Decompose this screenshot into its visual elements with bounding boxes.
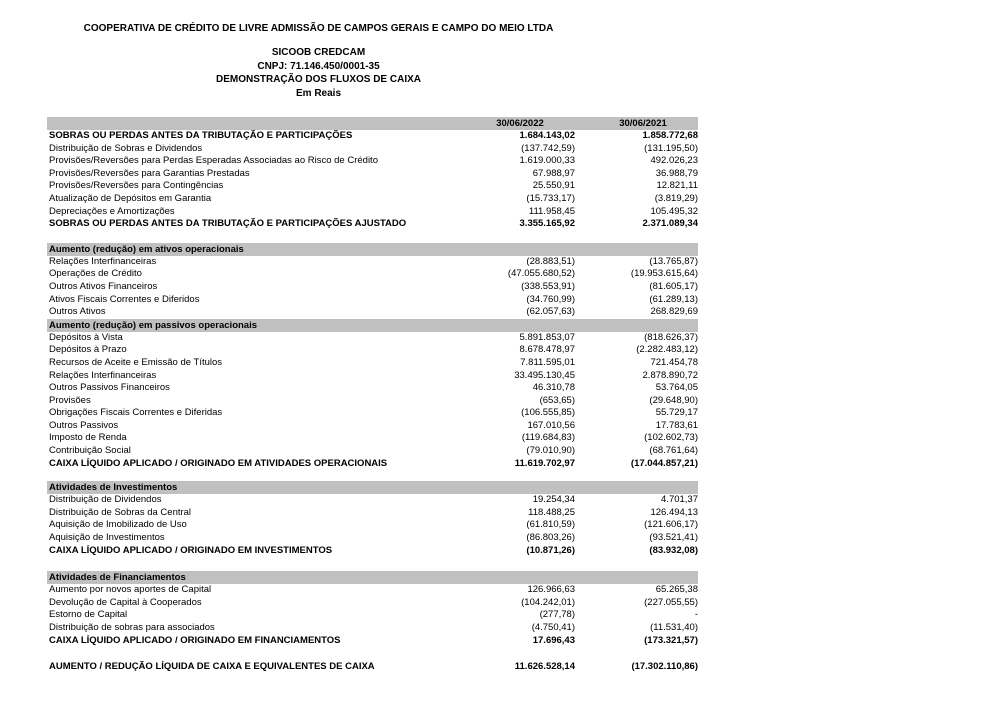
row-value-2022: 67.988,97 bbox=[532, 167, 575, 179]
row-value-2022: (277,78) bbox=[539, 609, 575, 621]
row-value-2022: (34.760,99) bbox=[526, 293, 575, 305]
row-value-2022: 126.966,63 bbox=[527, 584, 575, 596]
row-label: Operações de Crédito bbox=[49, 268, 142, 280]
row-label: Ativos Fiscais Correntes e Diferidos bbox=[49, 293, 200, 305]
row-value-2021: 53.764,05 bbox=[655, 382, 698, 394]
cashflow-table bbox=[47, 117, 698, 674]
row-label: Depreciações e Amortizações bbox=[49, 205, 175, 217]
row-label: AUMENTO / REDUÇÃO LÍQUIDA DE CAIXA E EQUIVALENTES DE CAIXA bbox=[49, 661, 375, 673]
table-row bbox=[47, 332, 698, 345]
table-row bbox=[47, 661, 698, 674]
row-label: CAIXA LÍQUIDO APLICADO / ORIGINADO EM ATIVIDADES OPERACIONAIS bbox=[49, 457, 388, 469]
row-value-2022: (119.684,83) bbox=[521, 432, 575, 444]
table-row bbox=[47, 458, 698, 471]
row-value-2021: 17.783,61 bbox=[655, 419, 698, 431]
row-value-2022: (10.871,26) bbox=[526, 544, 575, 556]
table-row bbox=[47, 407, 698, 420]
row-value-2022: (62.057,63) bbox=[526, 306, 575, 318]
row-value-2021: - bbox=[694, 609, 698, 621]
table-row bbox=[47, 306, 698, 319]
table-body bbox=[47, 130, 698, 674]
row-label: Distribuição de Dividendos bbox=[49, 494, 162, 506]
row-label: Depósitos à Prazo bbox=[49, 344, 127, 356]
row-value-2021: 268.829,69 bbox=[650, 306, 698, 318]
row-label: Contribuição Social bbox=[49, 445, 131, 457]
row-label: Depósitos à Vista bbox=[49, 331, 123, 343]
row-label: Atualização de Depósitos em Garantia bbox=[49, 192, 212, 204]
row-value-2021: (19.953.615,64) bbox=[630, 268, 698, 280]
table-row bbox=[47, 143, 698, 156]
row-value-2021: (61.289,13) bbox=[649, 293, 698, 305]
row-label: Recursos de Aceite e Emissão de Títulos bbox=[49, 356, 223, 368]
table-row bbox=[47, 294, 698, 307]
table-row bbox=[47, 130, 698, 143]
row-value-2021: (121.606,17) bbox=[644, 519, 698, 531]
row-value-2022: (106.555,85) bbox=[521, 407, 575, 419]
row-value-2022: (15.733,17) bbox=[526, 192, 575, 204]
column-header-spacer bbox=[47, 117, 465, 130]
trade-name: SICOOB CREDCAM bbox=[271, 47, 366, 59]
row-value-2022: (61.810,59) bbox=[526, 519, 575, 531]
row-label: Provisões bbox=[49, 394, 91, 406]
row-value-2021: (17.302.110,86) bbox=[631, 661, 698, 673]
row-value-2021: (83.932,08) bbox=[649, 544, 698, 556]
table-row bbox=[47, 635, 698, 648]
row-value-2021: (81.605,17) bbox=[649, 280, 698, 292]
row-value-2021: 105.495,32 bbox=[650, 205, 698, 217]
row-value-2021: (93.521,41) bbox=[649, 532, 698, 544]
row-label: Provisões/Reversões para Contingências bbox=[49, 180, 224, 192]
statement-title: DEMONSTRAÇÃO DOS FLUXOS DE CAIXA bbox=[215, 74, 421, 86]
row-value-2022: 7.811.595,01 bbox=[520, 356, 575, 368]
row-label: Outros Ativos Financeiros bbox=[49, 280, 158, 292]
row-value-2022: (653,65) bbox=[539, 394, 575, 406]
row-value-2021: (13.765,87) bbox=[649, 255, 698, 267]
row-value-2022: 118.488,25 bbox=[528, 506, 575, 518]
document-header bbox=[5, 22, 632, 100]
table-row bbox=[47, 420, 698, 433]
row-value-2021: (173.321,57) bbox=[644, 634, 698, 646]
row-value-2021: 721.454,78 bbox=[650, 356, 698, 368]
row-value-2021: 36.988,79 bbox=[655, 167, 698, 179]
row-value-2022: (104.242,01) bbox=[521, 596, 575, 608]
row-label: Provisões/Reversões para Garantias Prestadas bbox=[49, 167, 250, 179]
row-value-2021: (29.648,90) bbox=[649, 394, 698, 406]
row-value-2022: 17.696,43 bbox=[532, 634, 575, 646]
row-value-2022: 1.684.143,02 bbox=[519, 130, 575, 141]
table-row bbox=[47, 344, 698, 357]
row-label: Relações Interfinanceiras bbox=[49, 255, 157, 267]
company-name: COOPERATIVA DE CRÉDITO DE LIVRE ADMISSÃO DE CAMPOS GERAIS E CAMPO DO MEIO LTDA bbox=[83, 23, 554, 34]
table-row bbox=[47, 168, 698, 181]
row-value-2021: (227.055,55) bbox=[644, 596, 698, 608]
row-label: Aquisição de Investimentos bbox=[49, 532, 165, 544]
table-row bbox=[47, 281, 698, 294]
row-value-2021: 12.821,11 bbox=[656, 180, 698, 192]
row-label: Estorno de Capital bbox=[49, 609, 128, 621]
row-value-2021: (102.602,73) bbox=[644, 432, 698, 444]
cnpj: CNPJ: 71.146.450/0001-35 bbox=[257, 60, 380, 72]
row-value-2022: (28.883,51) bbox=[526, 255, 575, 267]
row-value-2022: 11.626.528,14 bbox=[514, 661, 575, 673]
row-value-2021: (131.195,50) bbox=[644, 142, 698, 154]
table-row bbox=[47, 584, 698, 597]
table-row bbox=[47, 609, 698, 622]
row-value-2022: 167.010,56 bbox=[527, 419, 575, 431]
row-value-2022: 46.310,78 bbox=[532, 382, 575, 394]
row-label: Obrigações Fiscais Correntes e Diferidas bbox=[49, 407, 223, 419]
row-value-2022: (4.750,41) bbox=[531, 622, 575, 633]
row-label: Provisões/Reversões para Perdas Esperadas Associadas ao Risco de Crédito bbox=[49, 155, 378, 167]
table-row bbox=[47, 622, 698, 635]
table-row bbox=[47, 357, 698, 370]
row-value-2021: (17.044.857,21) bbox=[630, 457, 698, 469]
table-row bbox=[47, 545, 698, 558]
currency-note: Em Reais bbox=[295, 87, 342, 99]
table-row bbox=[47, 382, 698, 395]
column-header-row bbox=[47, 117, 698, 130]
row-label: SOBRAS OU PERDAS ANTES DA TRIBUTAÇÃO E PARTICIPAÇÕES AJUSTADO bbox=[49, 218, 407, 230]
table-row bbox=[47, 532, 698, 545]
section-header: Atividades de Financiamentos bbox=[47, 571, 698, 584]
row-label: Distribuição de Sobras e Dividendos bbox=[49, 142, 203, 154]
row-value-2022: 11.619.702,97 bbox=[514, 457, 575, 469]
table-row bbox=[47, 268, 698, 281]
row-value-2022: 1.619.000,33 bbox=[519, 155, 575, 167]
row-value-2021: (3.819,29) bbox=[654, 192, 698, 204]
table-row bbox=[47, 206, 698, 219]
table-row bbox=[47, 155, 698, 168]
row-label: Aquisição de Imobilizado de Uso bbox=[49, 519, 187, 531]
row-value-2022: (137.742,59) bbox=[521, 142, 575, 154]
row-label: CAIXA LÍQUIDO APLICADO / ORIGINADO EM FINANCIAMENTOS bbox=[49, 634, 341, 646]
row-value-2022: (338.553,91) bbox=[521, 280, 575, 292]
row-value-2022: 8.678.478,97 bbox=[519, 344, 575, 356]
row-value-2022: (86.803,26) bbox=[526, 532, 575, 544]
table-row bbox=[47, 445, 698, 458]
column-header-2021: 30/06/2021 bbox=[619, 118, 667, 129]
table-row bbox=[47, 519, 698, 532]
row-label: Aumento por novos aportes de Capital bbox=[49, 584, 212, 596]
table-row bbox=[47, 507, 698, 520]
row-label: Distribuição de sobras para associados bbox=[49, 622, 215, 633]
row-value-2022: (47.055.680,52) bbox=[507, 268, 575, 280]
row-value-2022: 111.958,45 bbox=[528, 205, 575, 217]
row-label: SOBRAS OU PERDAS ANTES DA TRIBUTAÇÃO E PARTICIPAÇÕES bbox=[49, 130, 353, 141]
section-header: Aumento (redução) em passivos operacionais bbox=[47, 319, 698, 332]
row-value-2021: 2.371.089,34 bbox=[642, 218, 698, 230]
row-label: Imposto de Renda bbox=[49, 432, 127, 444]
section-header: Atividades de Investimentos bbox=[47, 481, 698, 494]
row-value-2021: 126.494,13 bbox=[650, 506, 698, 518]
row-value-2021: (68.761,64) bbox=[649, 445, 698, 457]
row-label: CAIXA LÍQUIDO APLICADO / ORIGINADO EM INVESTIMENTOS bbox=[49, 544, 333, 556]
row-value-2022: 19.254,34 bbox=[532, 494, 575, 506]
row-value-2022: 5.891.853,07 bbox=[519, 331, 575, 343]
table-row bbox=[47, 597, 698, 610]
table-row bbox=[47, 180, 698, 193]
table-row bbox=[47, 395, 698, 408]
column-header-2022: 30/06/2022 bbox=[496, 118, 544, 129]
table-row bbox=[47, 218, 698, 231]
row-value-2021: 1.858.772,68 bbox=[642, 130, 698, 141]
row-value-2021: 492.026,23 bbox=[650, 155, 698, 167]
table-row bbox=[47, 193, 698, 206]
row-value-2022: 33.495.130,45 bbox=[514, 369, 575, 381]
table-row bbox=[47, 494, 698, 507]
section-header: Aumento (redução) em ativos operacionais bbox=[47, 243, 698, 256]
row-value-2021: (2.282.483,12) bbox=[636, 344, 698, 356]
row-value-2022: 3.355.165,92 bbox=[519, 218, 575, 230]
table-row bbox=[47, 432, 698, 445]
row-label: Outros Passivos bbox=[49, 419, 119, 431]
row-value-2021: 55.729,17 bbox=[655, 407, 698, 419]
row-label: Devolução de Capital à Cooperados bbox=[49, 596, 202, 608]
row-label: Distribuição de Sobras da Central bbox=[49, 506, 192, 518]
row-value-2022: 25.550,91 bbox=[532, 180, 575, 192]
row-value-2021: (818.626,37) bbox=[644, 331, 698, 343]
table-row bbox=[47, 370, 698, 383]
row-value-2021: 4.701,37 bbox=[661, 494, 698, 506]
table-row bbox=[47, 256, 698, 269]
row-label: Relações Interfinanceiras bbox=[49, 369, 157, 381]
row-label: Outros Ativos bbox=[49, 306, 106, 318]
row-value-2021: 65.265,38 bbox=[655, 584, 698, 596]
row-value-2021: (11.531,40) bbox=[650, 622, 698, 633]
row-value-2022: (79.010,90) bbox=[526, 445, 575, 457]
row-label: Outros Passivos Financeiros bbox=[49, 382, 170, 394]
row-value-2021: 2.878.890,72 bbox=[642, 369, 698, 381]
